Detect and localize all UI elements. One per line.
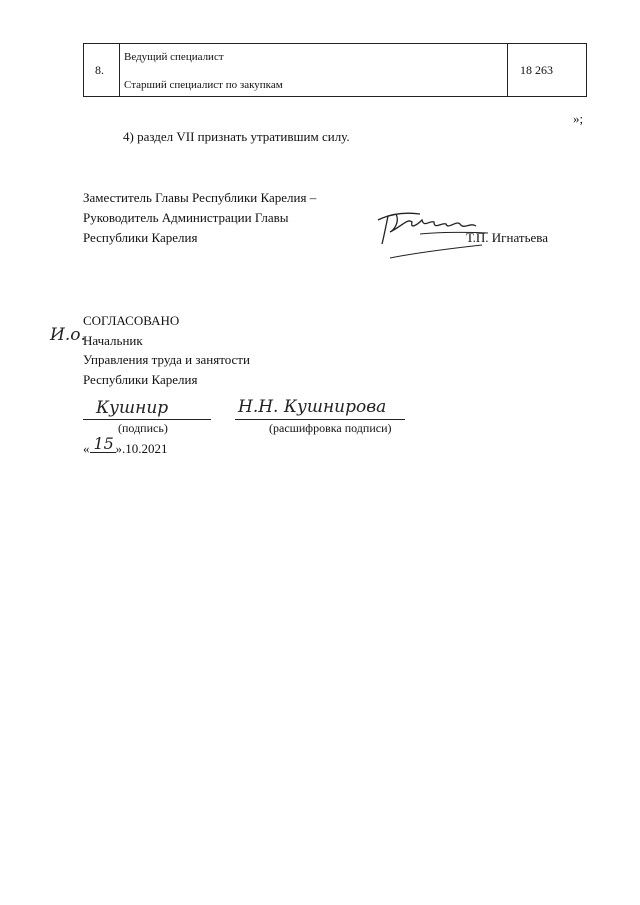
approval-line-2: Управления труда и занятости bbox=[83, 352, 250, 367]
io-mark: И.о. bbox=[50, 325, 86, 345]
signatory-title bbox=[83, 188, 316, 248]
table-col-divider bbox=[507, 44, 508, 96]
table-value: 18 263 bbox=[520, 63, 553, 77]
closing-quote: »; bbox=[573, 111, 584, 126]
signature-line bbox=[83, 419, 211, 420]
table-role-1: Ведущий специалист bbox=[124, 51, 224, 63]
approval-block bbox=[83, 311, 250, 389]
approval-date bbox=[83, 434, 168, 457]
handwritten-signature: Кушнир bbox=[96, 398, 169, 418]
handwritten-name: Н.Н. Кушнирова bbox=[238, 397, 387, 417]
date-open-quote: « bbox=[83, 441, 90, 456]
signatory-line-1: Заместитель Главы Республики Карелия – bbox=[83, 190, 317, 205]
table-row-number: 8. bbox=[95, 63, 104, 77]
signatory-name: Т.П. Игнатьева bbox=[466, 230, 549, 245]
signatory-line-2: Руководитель Администрации Главы bbox=[83, 210, 289, 225]
caption-signature: (подпись) bbox=[118, 421, 168, 435]
table-role-2: Старший специалист по закупкам bbox=[124, 79, 283, 91]
signatory-line-3: Республики Карелия bbox=[83, 230, 198, 245]
signatory-signature-icon bbox=[360, 200, 490, 270]
approval-line-1: Начальник bbox=[83, 332, 143, 348]
approval-header: СОГЛАСОВАНО bbox=[83, 313, 180, 328]
name-line bbox=[235, 419, 405, 420]
item-4: 4) раздел VII признать утратившим силу. bbox=[123, 129, 350, 144]
date-day-handwritten: 15 bbox=[93, 434, 114, 453]
date-rest: ».10.2021 bbox=[115, 441, 168, 456]
staff-table bbox=[83, 43, 587, 97]
caption-name: (расшифровка подписи) bbox=[269, 421, 392, 435]
approval-line-3: Республики Карелия bbox=[83, 371, 198, 387]
date-day-blank bbox=[90, 434, 116, 453]
